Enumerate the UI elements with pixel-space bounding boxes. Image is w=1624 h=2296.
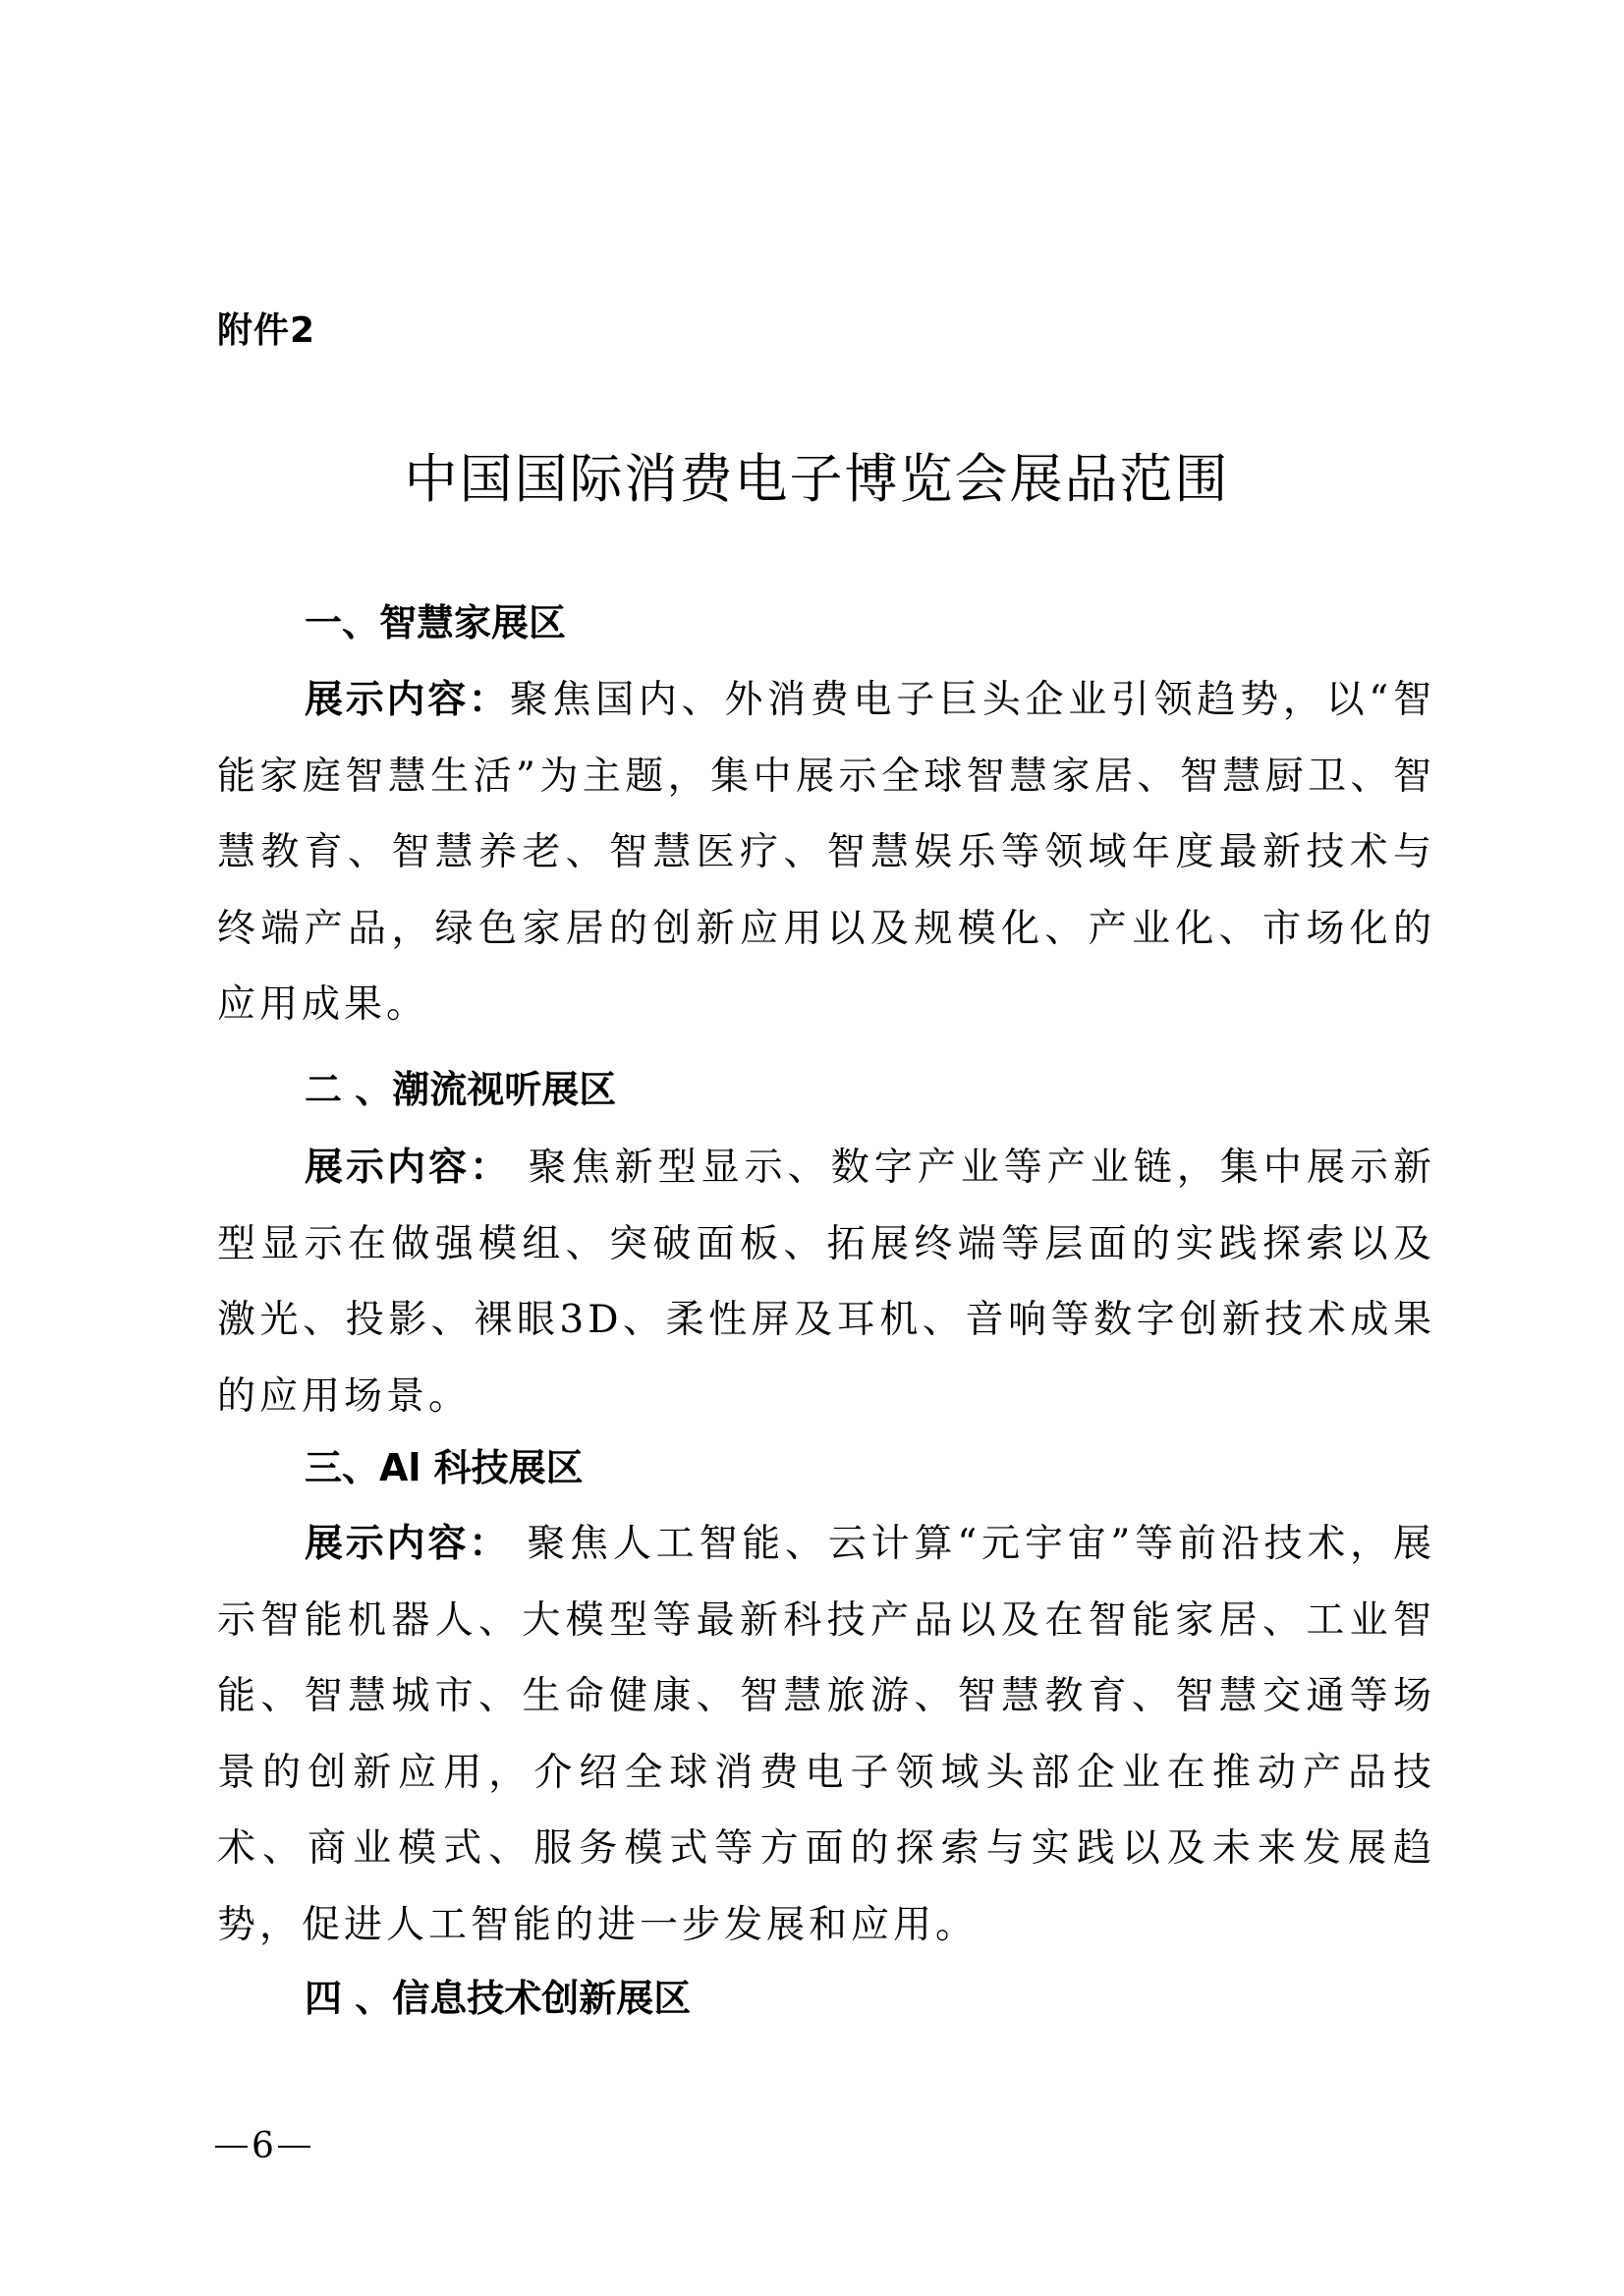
content-label: 展示内容：: [305, 1522, 511, 1566]
section-heading-2: 二 、潮流视听展区: [305, 1068, 617, 1111]
page-number: [215, 2126, 310, 2166]
section-content-3: [217, 1506, 1435, 1963]
section-heading-3: 三、Al 科技展区: [305, 1446, 584, 1489]
content-text: 聚焦人工智能、云计算“元宇宙”等前沿技术，展示智能机器人、大模型等最新科技产品以及在智能家居、工业智能、智慧城市、生命健康、智慧旅游、智慧教育、智慧交通等场景的创新应用，介绍全球消费电子领域头部企业在推动产品技术、商业模式、服务模式等方面的探索与实践以及未来发展趋势，促进人工智能的进一步发展和应用。: [217, 1522, 1435, 1947]
content-label: 展示内容：: [305, 678, 510, 722]
page-number-value: 6: [252, 2126, 274, 2166]
dash-left: [215, 2146, 248, 2148]
section-heading-1: 一、智慧家展区: [305, 601, 567, 644]
section-heading-4: 四 、信息技术创新展区: [305, 1977, 692, 2020]
content-label: 展示内容：: [305, 1146, 512, 1190]
section-content-1: [217, 662, 1435, 1043]
dash-right: [278, 2146, 310, 2148]
section-content-2: [217, 1130, 1435, 1434]
content-text: 聚焦国内、外消费电子巨头企业引领趋势，以“智能家庭智慧生活”为主题，集中展示全球智慧家居、智慧厨卫、智慧教育、智慧养老、智慧医疗、智慧娱乐等领域年度最新技术与终端产品，绿色家居的创新应用以及规模化、产业化、市场化的应用成果。: [217, 678, 1435, 1027]
attachment-label: 附件2: [217, 310, 316, 351]
document-title: 中国国际消费电子博览会展品范围: [404, 448, 1230, 510]
content-text: 聚焦新型显示、数字产业等产业链，集中展示新型显示在做强模组、突破面板、拓展终端等层面的实践探索以及激光、投影、裸眼3D、柔性屏及耳机、音响等数字创新技术成果的应用场景。: [217, 1146, 1435, 1419]
